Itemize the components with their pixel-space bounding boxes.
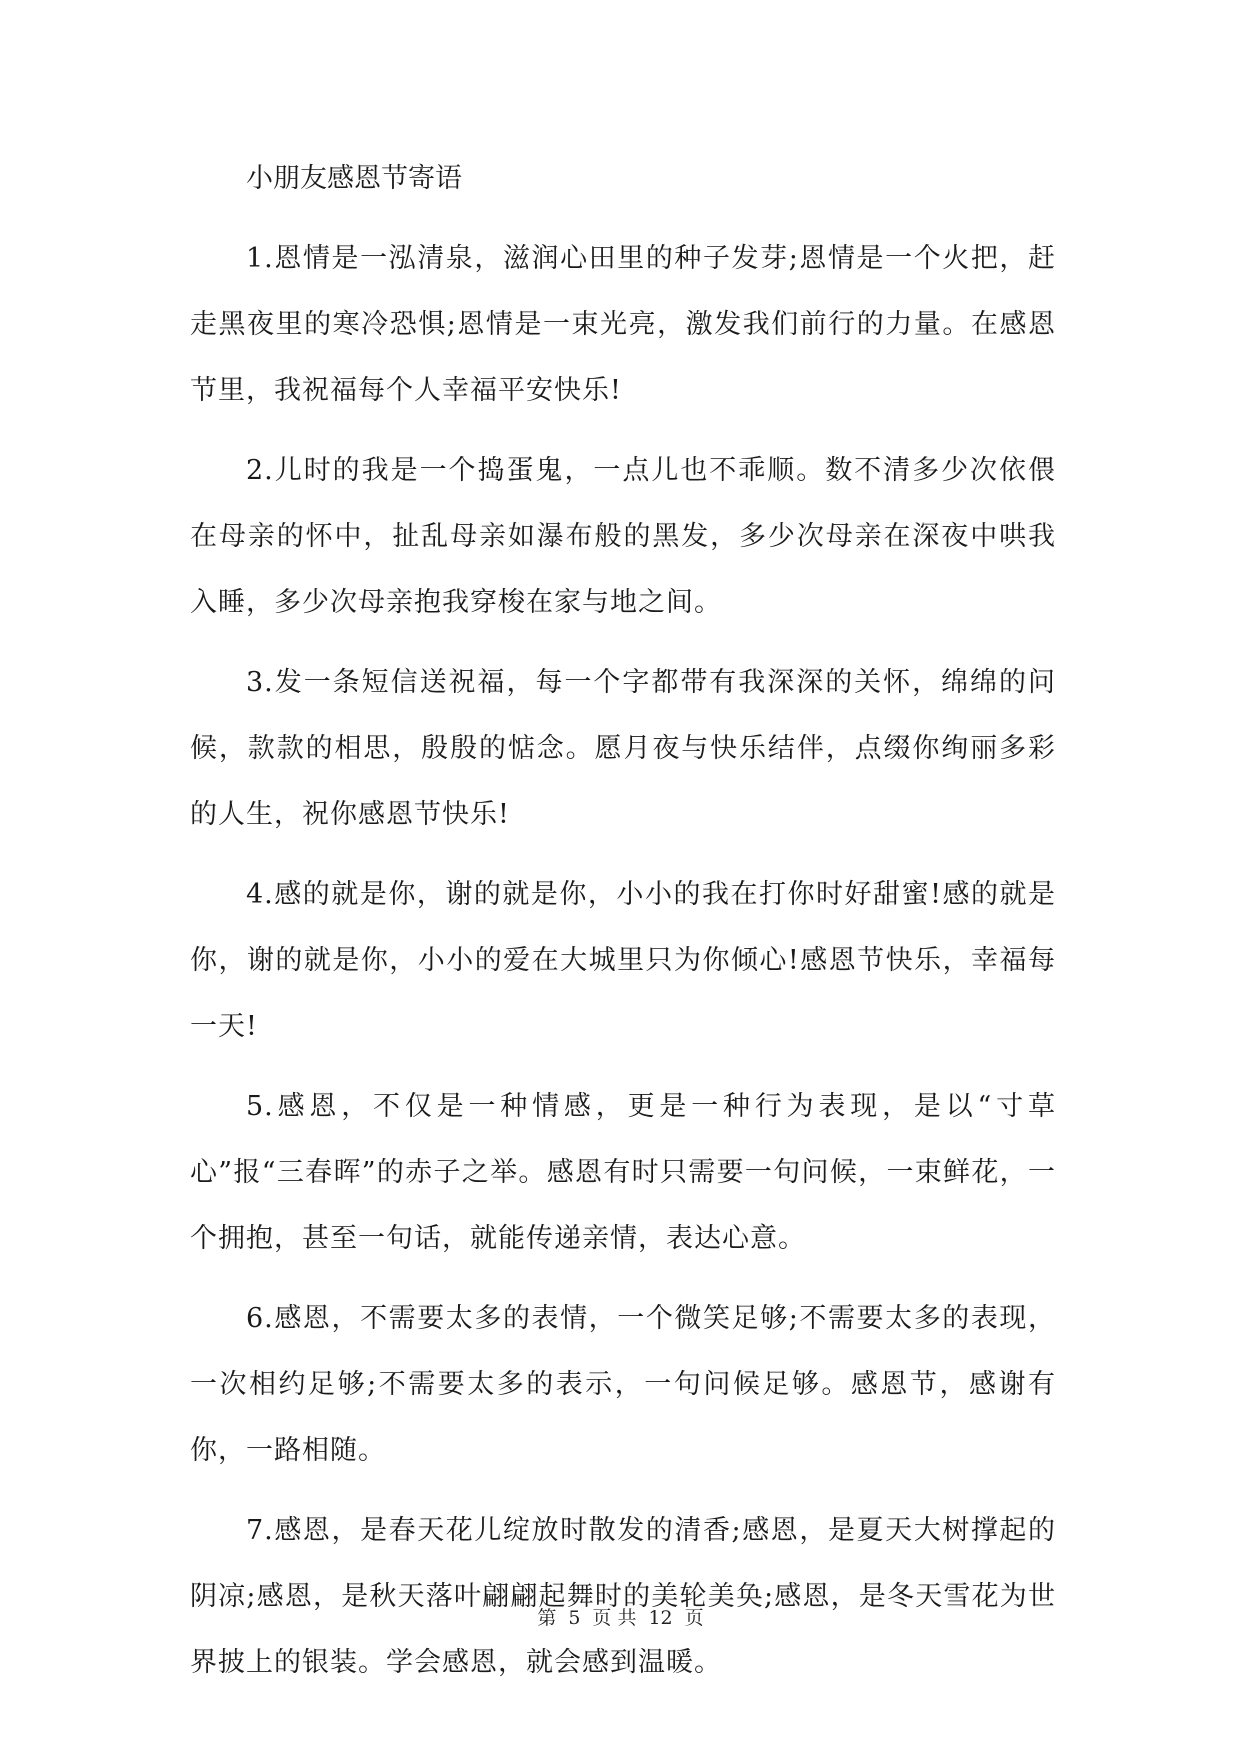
paragraph-1: 1.恩情是一泓清泉，滋润心田里的种子发芽;恩情是一个火把，赶走黑夜里的寒冷恐惧;恩情是一束光亮，激发我们前行的力量。在感恩节里，我祝福每个人幸福平安快乐! xyxy=(190,243,1056,406)
paragraph-5: 5.感恩，不仅是一种情感，更是一种行为表现，是以“寸草心”报“三春晖”的赤子之举。感恩有时只需要一句问候，一束鲜花，一个拥抱，甚至一句话，就能传递亲情，表达心意。 xyxy=(190,1091,1056,1254)
paragraph-3: 3.发一条短信送祝福，每一个字都带有我深深的关怀，绵绵的问候，款款的相思，殷殷的惦念。愿月夜与快乐结伴，点缀你绚丽多彩的人生，祝你感恩节快乐! xyxy=(190,667,1056,830)
paragraph-4: 4.感的就是你，谢的就是你，小小的我在打你时好甜蜜!感的就是你，谢的就是你，小小的爱在大城里只为你倾心!感恩节快乐，幸福每一天! xyxy=(190,879,1056,1042)
paragraph-2: 2.儿时的我是一个捣蛋鬼，一点儿也不乖顺。数不清多少次依偎在母亲的怀中，扯乱母亲如瀑布般的黑发，多少次母亲在深夜中哄我入睡，多少次母亲抱我穿梭在家与地之间。 xyxy=(190,455,1056,618)
paragraph-6: 6.感恩，不需要太多的表情，一个微笑足够;不需要太多的表现，一次相约足够;不需要太多的表示，一句问候足够。感恩节，感谢有你，一路相随。 xyxy=(190,1303,1056,1466)
footer-prefix: 第 xyxy=(537,1607,557,1629)
footer-middle: 页 共 xyxy=(592,1607,637,1629)
footer-current-page: 5 xyxy=(568,1607,581,1629)
footer-total-pages: 12 xyxy=(648,1607,673,1629)
document-body xyxy=(190,146,1056,1710)
page-title: 小朋友感恩节寄语 xyxy=(246,163,462,194)
page-footer xyxy=(0,1606,1241,1630)
paragraph-7: 7.感恩，是春天花儿绽放时散发的清香;感恩，是夏天大树撑起的阴凉;感恩，是秋天落叶翩翩起舞时的美轮美奂;感恩，是冬天雪花为世界披上的银装。学会感恩，就会感到温暖。 xyxy=(190,1515,1056,1678)
footer-suffix: 页 xyxy=(684,1607,704,1629)
